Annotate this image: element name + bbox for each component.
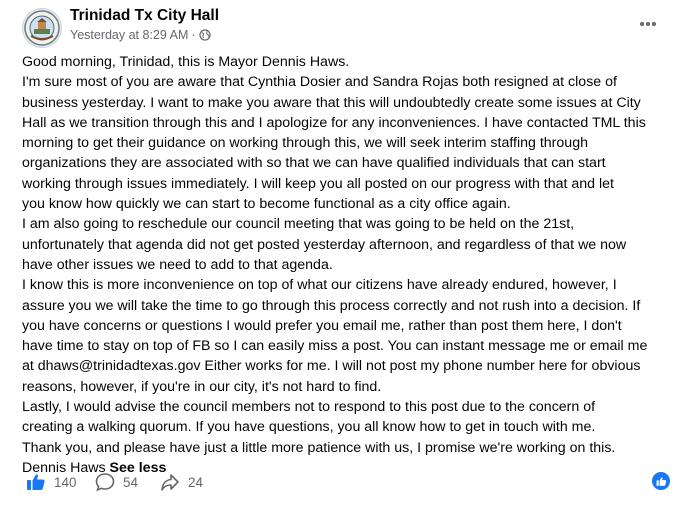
share-button[interactable] bbox=[160, 468, 203, 496]
post-actions bbox=[22, 468, 670, 496]
more-options-button[interactable] bbox=[636, 14, 660, 34]
like-reaction-badge[interactable] bbox=[652, 472, 670, 490]
post-signature: Dennis Haws bbox=[22, 459, 106, 476]
post-line: you know how quickly we can start to become functional as a city office again. bbox=[22, 196, 511, 213]
post-line: I'm sure most of you are aware that Cynthia Dosier and Sandra Rojas both resigned at close of bbox=[22, 74, 617, 91]
meta-separator: · bbox=[191, 28, 196, 42]
post-line: Thank you, and please have just a little more patience with us, I promise we're working on this. bbox=[22, 439, 616, 456]
page-avatar[interactable] bbox=[22, 8, 62, 48]
post-line: creating a walking quorum. If you have questions, you all know how to get in touch with me. bbox=[22, 419, 596, 436]
city-seal-logo bbox=[23, 9, 61, 47]
post-line: Hall as we transition through this and I apologize for any inconveniences. I have contacted TML this bbox=[22, 114, 646, 131]
post-line: have time to stay on top of FB so I can easily miss a post. You can instant message me or email me bbox=[22, 338, 648, 355]
share-arrow-icon bbox=[160, 472, 180, 492]
post-header bbox=[22, 6, 672, 50]
globe-icon bbox=[199, 29, 211, 41]
comment-bubble-icon bbox=[95, 472, 115, 492]
post-timestamp[interactable]: Yesterday at 8:29 AM bbox=[70, 28, 189, 42]
thumbs-up-icon bbox=[26, 472, 46, 492]
post-line: I am also going to reschedule our council meeting that was going to be held on the 21st, bbox=[22, 216, 575, 233]
post-line: you have concerns or questions I would prefer you email me, rather than post them here, I don't bbox=[22, 317, 622, 334]
comment-count: 54 bbox=[123, 474, 139, 490]
share-count: 24 bbox=[188, 474, 204, 490]
comment-button[interactable] bbox=[95, 468, 138, 496]
post-line: I know this is more inconvenience on top of what our citizens have already endured, however, I bbox=[22, 277, 617, 294]
post-line: Good morning, Trinidad, this is Mayor Dennis Haws. bbox=[22, 54, 350, 70]
post-line: morning to get their guidance on working through this, we will seek interim staffing through bbox=[22, 135, 588, 152]
post-line: unfortunately that agenda did not get posted yesterday afternoon, and regardless of that we now bbox=[22, 236, 627, 253]
post-line: assure you we will take the time to go through this process correctly and not rush into a decision. If bbox=[22, 297, 641, 314]
post-meta bbox=[70, 28, 211, 42]
post-line: at dhaws@trinidadtexas.gov Either works for me. I will not post my phone number here for obvious bbox=[22, 358, 641, 375]
post-body bbox=[22, 52, 670, 478]
post-line: have other issues we need to add to that agenda. bbox=[22, 256, 333, 273]
post-line: Lastly, I would advise the council members not to respond to this post due to the concern of bbox=[22, 399, 596, 416]
post-line: organizations they are associated with so that we can have qualified individuals that can start bbox=[22, 155, 606, 172]
like-count: 140 bbox=[54, 474, 77, 490]
see-less-link[interactable]: See less bbox=[109, 459, 167, 476]
page-name-link[interactable]: Trinidad Tx City Hall bbox=[70, 7, 219, 24]
more-options-icon bbox=[639, 21, 657, 27]
post-line: business yesterday. I want to make you aware that this will undoubtedly create some issues at City bbox=[22, 94, 641, 111]
post-line: working through issues immediately. I will keep you all posted on our progress with that and let bbox=[22, 175, 614, 192]
like-button[interactable] bbox=[26, 468, 77, 496]
post-line: reasons, however, if you're in our city, it's not hard to find. bbox=[22, 378, 382, 395]
like-reaction-icon bbox=[656, 476, 667, 487]
